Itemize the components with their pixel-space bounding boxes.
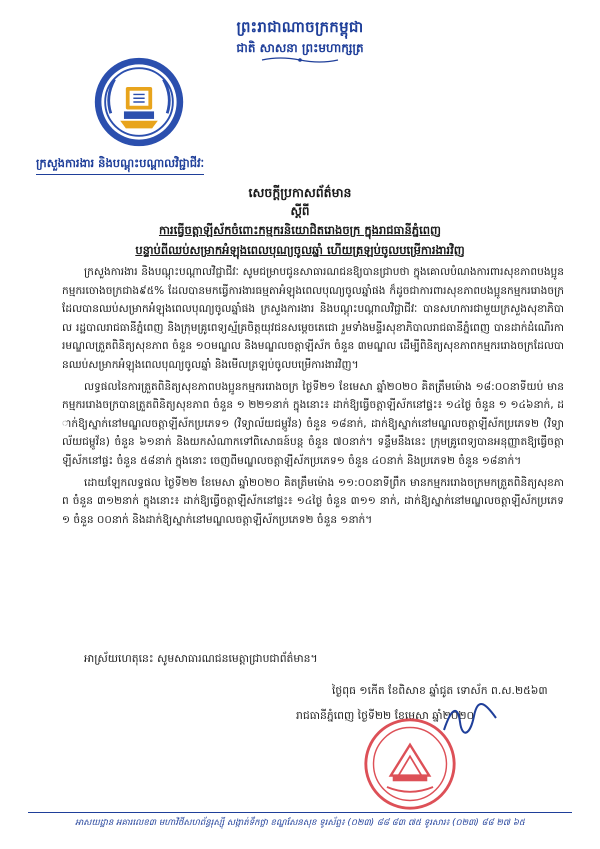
paragraph-1: ក្រសួងការងារ និងបណ្តុះបណ្តាលវិជ្ជាជីវៈ សូមជម្រាបជូនសាធារណជនឱ្យបានជ្រាបថា ក្នុងគោលបំណងការពារសុខភាពបងប្អូនកម្មករចោងចក្រជាង៩៥% ដែលបានមកធ្វើការងារធម្មតាអំឡុងពេលបុណ្យចូលឆ្នាំផង ក៏ដូចជាការពារសុខភាពបងប្អូនកម្មកររោងចក្រ ដែលបានឈប់សម្រាកអំឡុងពេលបុណ្យចូលឆ្នាំផង ក្រសួងការងារ និងបណ្តុះបណ្តាលវិជ្ជាជីវៈ បានសហការជាមួយក្រសួងសុខាភិបាល រដ្ឋបាលរាជធានីភ្នំពេញ និងក្រុមគ្រូពេទ្យស្ម័គ្រចិត្តយុវជនសម្ដេចតេជោ រួមទាំងមន្ទីរសុខាភិបាលរាជធានីភ្នំពេញ បានដាក់ដំណើរការមណ្ឌលត្រួតពិនិត្យសុខភាព ចំនួន ១០មណ្ឌល និងមណ្ឌលចត្តាឡីស័ក ចំនួន ៣មណ្ឌល ដើម្បីពិនិត្យសុខភាពកម្មកររោងចក្រដែលបានឈប់សម្រាកអំឡុងពេលបុណ្យចូលឆ្នាំ និងមើលត្រឡប់ចូលបម្រើការងារវិញ។ (62, 266, 564, 371)
ornament-icon (260, 56, 340, 64)
body-text (62, 263, 564, 532)
signature-icon (440, 700, 500, 740)
announcement-heading: សេចក្ដីប្រកាសព័ត៌មាន (248, 185, 352, 200)
solar-date: រាជធានីភ្នំពេញ ថ្ងៃទី២២ ខែមេសា ឆ្នាំ២០២០ (296, 709, 475, 722)
national-motto: ជាតិ សាសនា ព្រះមហាក្សត្រ (236, 41, 364, 55)
paragraph-3: ដោយឡែកលទ្ធផល ថ្ងៃទី២២ ខែមេសា ឆ្នាំ២០២០ គិតត្រឹមម៉ោង ១១:០០នាទីព្រឹក មានកម្មកររោងចក្រមកត្រួតពិនិត្យសុខភាព ចំនួន ៣១២នាក់ ក្នុងនោះ៖ ដាក់ឱ្យធ្វើចត្តាឡីស័កនៅផ្ទះ៖ ១៤ថ្ងៃ ចំនួន ៣១១ នាក់, ដាក់ឱ្យស្នាក់នៅមណ្ឌលចត្តាឡីស័កប្រភេទ១ ចំនួន ០០នាក់ និងដាក់ឱ្យស្នាក់នៅមណ្ឌលចត្តាឡីស័កប្រភេទ២ ចំនួន ១នាក់។ (62, 476, 564, 526)
ministry-name: ក្រសួងការងារ និងបណ្តុះបណ្តាលវិជ្ជាជីវៈ (36, 156, 204, 175)
subject-line-1: ការធ្វើចត្តាឡីស័កចំពោះកម្មករនិយោជិតរោងចក្រ ក្នុងរាជធានីភ្នំពេញ (158, 223, 441, 237)
closing-line: អាស្រ័យហេតុនេះ សូមសាធារណជនមេត្តាជ្រាបជាព័ត៌មាន។ (84, 652, 318, 665)
footer-address: អាសយដ្ឋាន អគារលេខ៣ មហាវិថីសហព័ន្ធរុស្ស៊ី សង្កាត់ទឹកថ្លា ខណ្ឌសែនសុខ ទូរស័ព្ទ៖ (០២៣) ៨៨ ៨៣ ៧៥ ទូរសារ៖ (០២៣) ៨៨ ២៧ ៦៥ (75, 818, 525, 828)
regarding-label: ស្ដីពី (290, 204, 310, 218)
lunar-date: ថ្ងៃពុធ ១កើត ខែពិសាខ ឆ្នាំជូត ទោស័ក ព.ស.២៥៦៣ (332, 684, 548, 697)
footer-divider (28, 812, 572, 813)
paragraph-2: លទ្ធផលនៃការត្រួតពិនិត្យសុខភាពបងប្អូនកម្មកររោងចក្រ ថ្ងៃទី២១ ខែមេសា ឆ្នាំ២០២០ គិតត្រឹមម៉ោង ១៨:០០នាទីយប់ មានកម្មកររោងចក្របានត្រួតពិនិត្យសុខភាព ចំនួន ១ ២២១នាក់ ក្នុងនោះ៖ ដាក់ឱ្យធ្វើចត្តាឡីស័កនៅផ្ទះ៖ ១៤ថ្ងៃ ចំនួន ១ ១៤៦នាក់, ដាក់ឱ្យស្នាក់នៅមណ្ឌលចត្តាឡីស័កប្រភេទ១ (វិទ្យាល័យជម្ពូវ័ន) ចំនួន ១៨នាក់, ដាក់ឱ្យស្នាក់នៅមណ្ឌលចត្តាឡីស័កប្រភេទ២ (វិទ្យាល័យជម្ពូវ័ន) ចំនួន ៦១នាក់ និងយកសំណាកទៅពិសោធន៍បន្ត ចំនួន ៧០នាក់។ ទន្ទឹមនឹងនេះ ក្រុមគ្រូពេទ្យបានអនុញ្ញាតឱ្យធ្វើចត្តាឡីស័កនៅផ្ទះ ចំនួន ៥៨នាក់ ក្នុងនោះ ចេញពីមណ្ឌលចត្តាឡីស័កប្រភេទ១ ចំនួន ៤០នាក់ និងប្រភេទ២ ចំនួន ១៨នាក់។ (62, 380, 564, 467)
subject-line-2: បន្ទាប់ពីឈប់សម្រាកអំឡុងពេលបុណ្យចូលឆ្នាំ ហើយត្រឡប់ចូលបម្រើការងារវិញ (135, 243, 465, 257)
ministry-emblem-icon (92, 55, 186, 149)
title-block (40, 182, 560, 260)
kingdom-heading: ព្រះរាជាណាចក្រកម្ពុជា (236, 18, 364, 36)
